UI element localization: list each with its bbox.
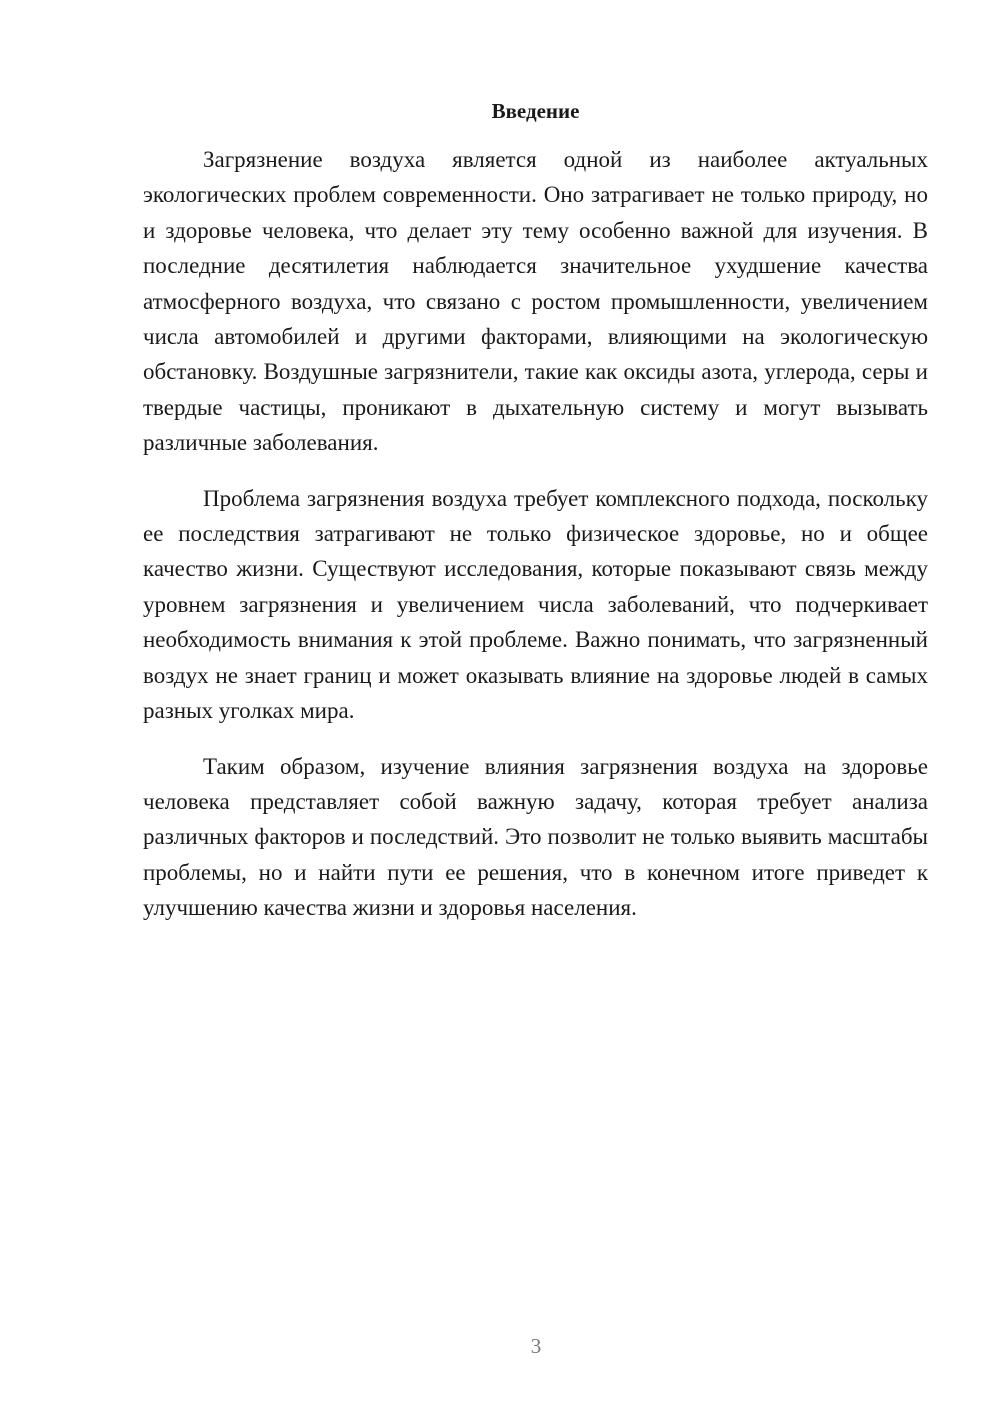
paragraph-2: Проблема загрязнения воздуха требует комплексного подхода, поскольку ее последствия затрагивают не только физическое здоровье, но и общее качество жизни. Существуют исследования, которые показывают связь между уровнем загрязнения и увеличением числа заболеваний, что подчеркивает необходимость внимания к этой проблеме. Важно понимать, что загрязненный воздух не знает границ и может оказывать влияние на здоровье людей в самых разных уголках мира. [143,485,928,724]
section-heading: Введение [491,99,580,123]
paragraph-1: Загрязнение воздуха является одной из наиболее актуальных экологических проблем современности. Оно затрагивает не только природу, но и здоровье человека, что делает эту тему особенно важной для изучения. В последние десятилетия наблюдается значительное ухудшение качества атмосферного воздуха, что связано с ростом промышленности, увеличением числа автомобилей и другими факторами, влияющими на экологическую обстановку. Воздушные загрязнители, такие как оксиды азота, углерода, серы и твердые частицы, проникают в дыхательную систему и могут вызывать различные заболевания. [143,147,928,456]
paragraph-3: Таким образом, изучение влияния загрязнения воздуха на здоровье человека представляет собой важную задачу, которая требует анализа различных факторов и последствий. Это позволит не только выявить масштабы проблемы, но и найти пути ее решения, что в конечном итоге приведет к улучшению качества жизни и здоровья населения. [143,753,928,921]
page-number: 3 [530,1334,542,1358]
page-content [143,96,928,946]
